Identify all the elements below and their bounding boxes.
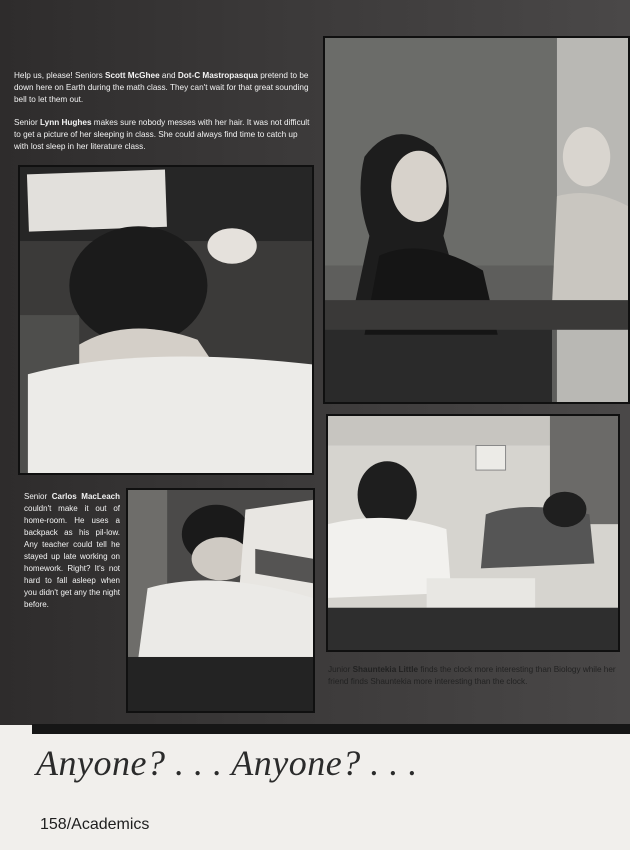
caption-name: Lynn Hughes: [39, 118, 92, 127]
caption-name: Carlos MacLeach: [51, 492, 120, 501]
photo-math-class-seniors: [323, 36, 630, 404]
caption-mcghee-mastropasqua: Help us, please! Seniors Scott McGhee and Dot-C Mastropasqua pretend to be down here on Earth during the math class. They can't wait for that great sounding bell to let them out.: [14, 71, 309, 104]
photo-lynn-hughes-sleeping: [18, 165, 314, 475]
photo-image: [128, 490, 313, 711]
caption-name: Shauntekia Little: [352, 665, 419, 674]
photo-shauntekia-little: [326, 414, 620, 652]
photo-carlos-macleach: [126, 488, 315, 713]
caption-name: Scott McGhee: [105, 71, 160, 80]
page-headline: Anyone? . . . Anyone? . . .: [36, 743, 418, 783]
photo-image: [325, 38, 628, 402]
section-divider-rule: [32, 724, 630, 734]
photo-image: [20, 167, 312, 473]
photo-image: [328, 416, 618, 650]
caption-carlos-macleach: Senior Carlos MacLeach couldn't make it out of home-room. He uses a backpack as his pil-low. Any teacher could tell he stayed up late working on homework. Right? It's not hard to fall asleep when you didn't get any the night before.: [24, 492, 120, 609]
caption-lynn-hughes: Senior Lynn Hughes makes sure nobody messes with her hair. It was not difficult to get a picture of her sleeping in class. She could always find time to catch up with lost sleep in her literature class.: [14, 118, 310, 151]
page-folio: 158/Academics: [40, 816, 150, 833]
caption-shauntekia-little: Junior Shauntekia Little finds the clock more interesting than Biology while her friend finds Shauntekia more interesting than the clock.: [328, 665, 616, 686]
caption-name: Dot-C Mastropasqua: [177, 71, 258, 80]
